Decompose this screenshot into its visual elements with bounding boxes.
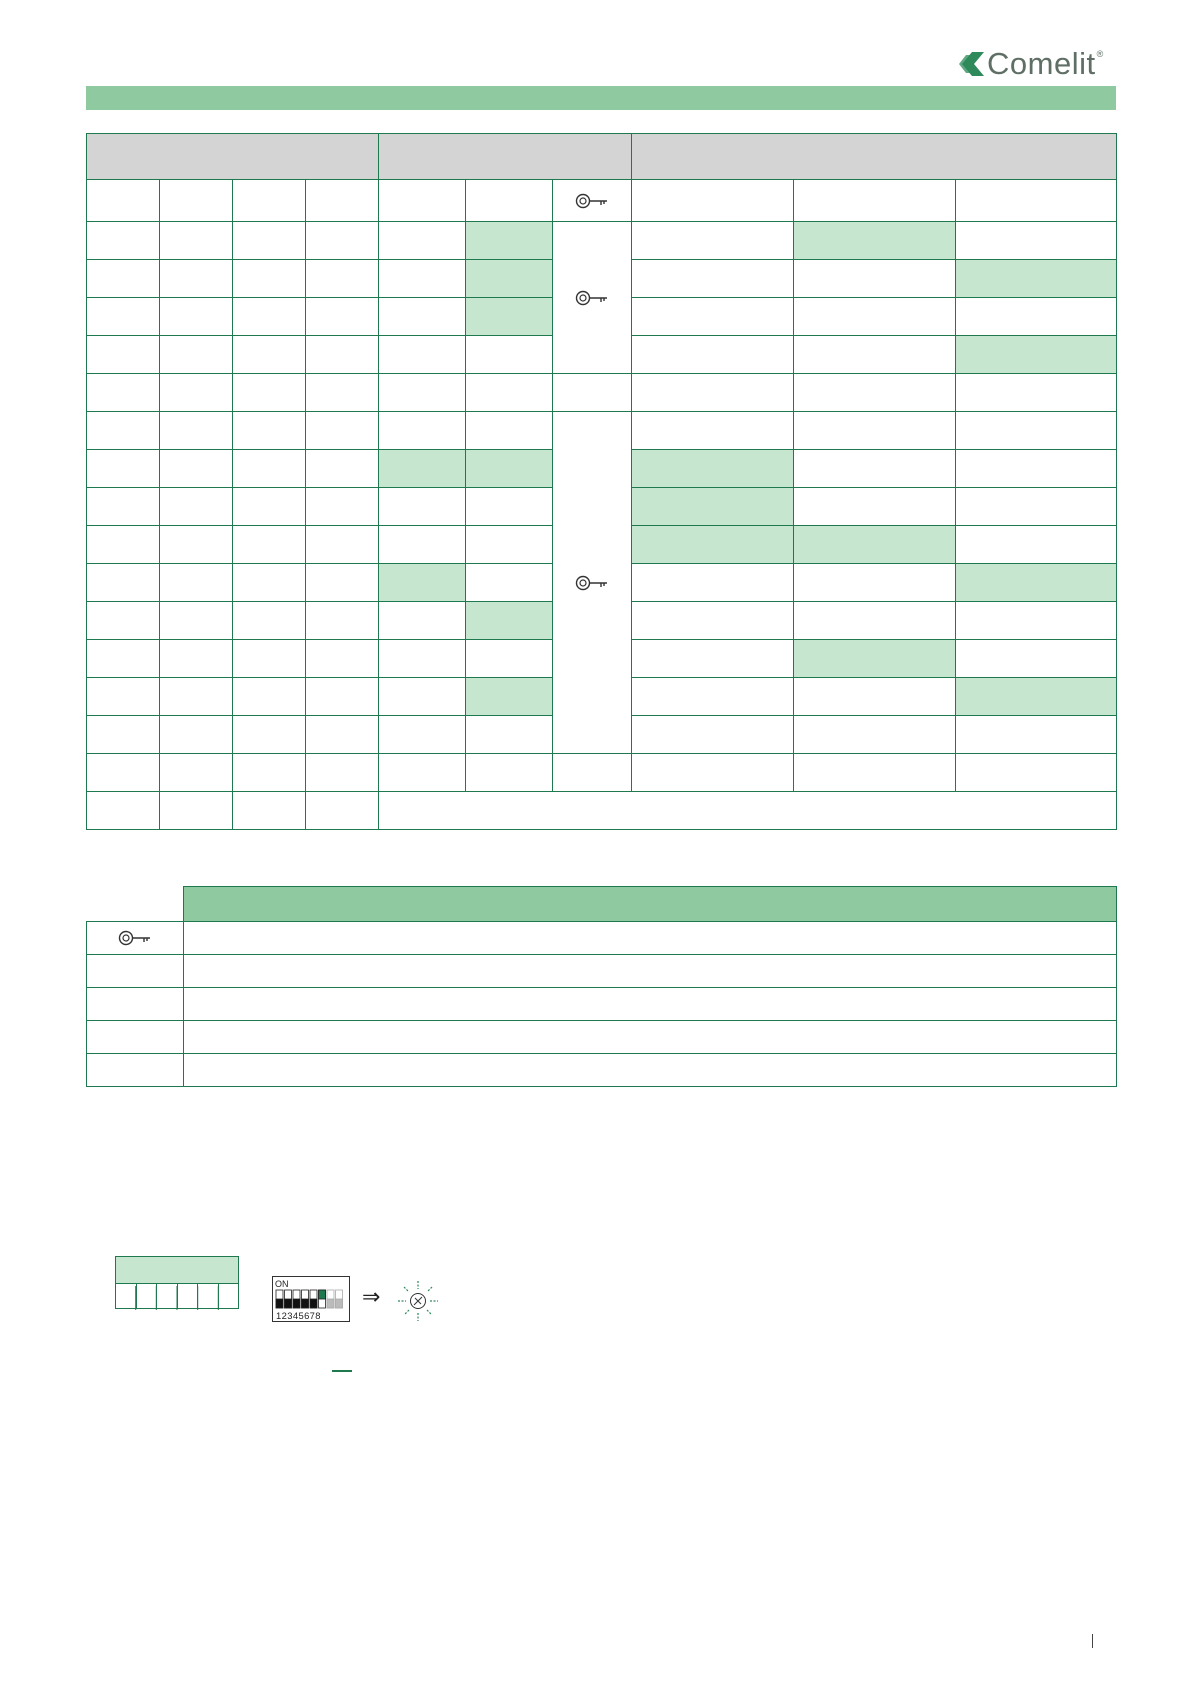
table-row xyxy=(87,374,1117,412)
legend-row xyxy=(87,988,1117,1021)
comelit-logo xyxy=(958,48,1103,80)
mini-table-ticks xyxy=(115,1286,239,1310)
legend-row xyxy=(87,1054,1117,1087)
table-row xyxy=(87,222,1117,260)
logo-text: Comelit xyxy=(987,46,1096,81)
legend-symbol-cell xyxy=(87,922,184,955)
double-arrow-icon: ⇒ xyxy=(362,1284,381,1309)
table-row xyxy=(87,754,1117,792)
table-row xyxy=(87,412,1117,450)
key-cell xyxy=(553,412,632,754)
comelit-chevron-logo-icon xyxy=(958,52,984,76)
key-icon xyxy=(575,193,609,209)
header-group-2 xyxy=(379,134,632,180)
registered-mark: ® xyxy=(1096,49,1104,59)
key-icon xyxy=(575,575,609,591)
header-group-3 xyxy=(632,134,1117,180)
page-number-separator xyxy=(1092,1634,1093,1648)
configuration-table xyxy=(86,133,1117,830)
dip-numbers: 12345678 xyxy=(276,1310,321,1321)
key-icon xyxy=(575,290,609,306)
legend-header-row xyxy=(87,887,1117,922)
key-cell xyxy=(553,180,632,222)
legend-header xyxy=(184,887,1117,922)
small-underline xyxy=(332,1370,352,1372)
table-row xyxy=(87,180,1117,222)
table-header-row xyxy=(87,134,1117,180)
table-row xyxy=(87,792,1117,830)
legend-table xyxy=(86,886,1117,1087)
key-cell xyxy=(553,222,632,374)
mini-table-header xyxy=(116,1257,239,1284)
dip-switch-icon xyxy=(272,1276,350,1322)
section-header-band xyxy=(86,86,1116,110)
blinking-led-icon xyxy=(396,1279,440,1323)
legend-row xyxy=(87,1021,1117,1054)
merged-note-cell xyxy=(379,792,1117,830)
dip-on-label: ON xyxy=(275,1279,289,1289)
legend-row xyxy=(87,922,1117,955)
header-group-1 xyxy=(87,134,379,180)
key-icon xyxy=(118,930,152,946)
legend-row xyxy=(87,955,1117,988)
